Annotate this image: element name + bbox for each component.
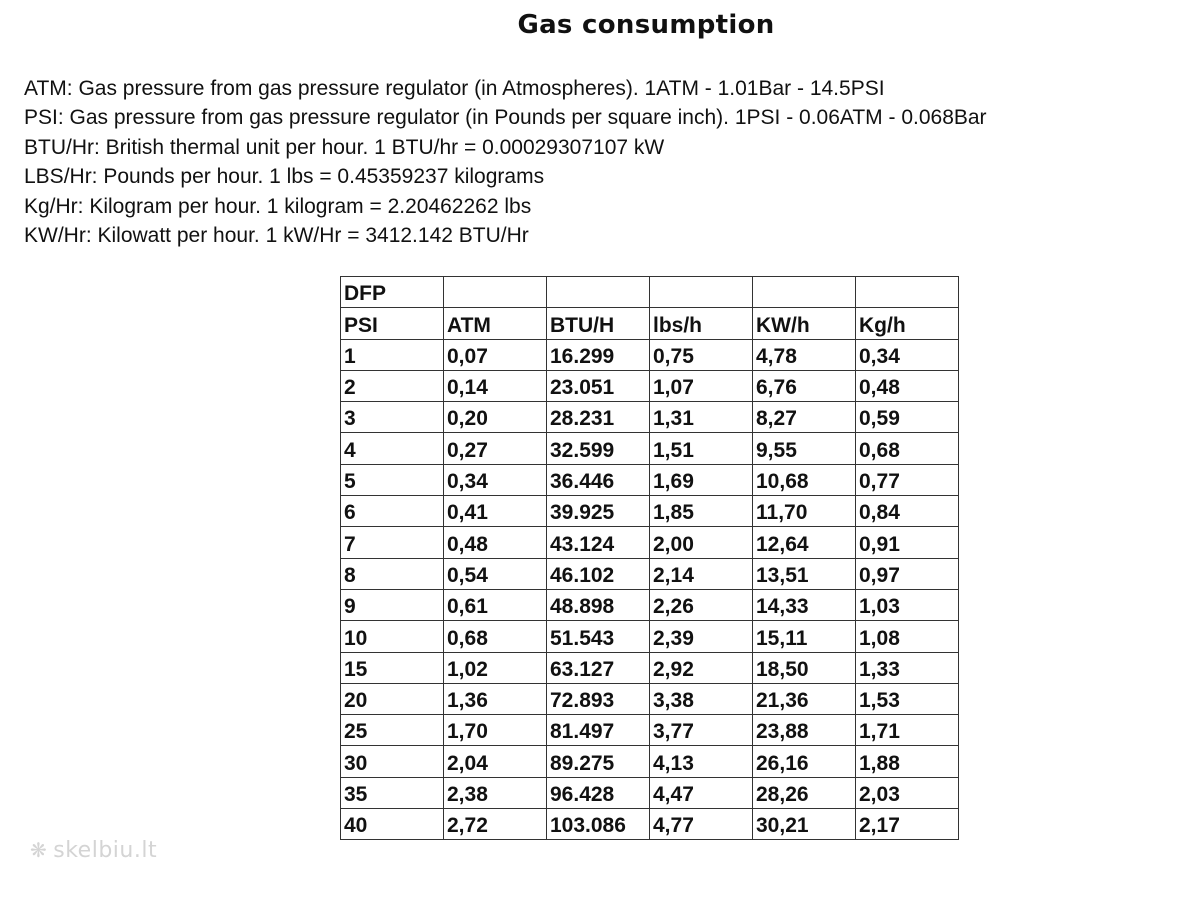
- table-cell-btu: 103.086: [547, 809, 650, 840]
- table-cell-kg: 1,03: [856, 589, 959, 620]
- table-cell-btu: 89.275: [547, 746, 650, 777]
- table-cell-kw: 28,26: [753, 777, 856, 808]
- table-cell-psi: 1: [341, 339, 444, 370]
- table-cell-kw: 13,51: [753, 558, 856, 589]
- table-row: [341, 339, 959, 370]
- table-cell-psi: 30: [341, 746, 444, 777]
- table-cell-lbs: 1,85: [650, 496, 753, 527]
- table-cell-psi: 6: [341, 496, 444, 527]
- table-cell-atm: 0,27: [444, 433, 547, 464]
- table-cell-atm: 0,41: [444, 496, 547, 527]
- table-cell-atm: [444, 277, 547, 308]
- table-cell-lbs: lbs/h: [650, 308, 753, 339]
- table-cell-lbs: 0,75: [650, 339, 753, 370]
- table-cell-lbs: 2,14: [650, 558, 753, 589]
- table-cell-kg: Kg/h: [856, 308, 959, 339]
- table-cell-psi: 2: [341, 370, 444, 401]
- table-cell-kg: 0,59: [856, 402, 959, 433]
- table-row: [341, 715, 959, 746]
- table-cell-btu: 96.428: [547, 777, 650, 808]
- table-row: [341, 527, 959, 558]
- snowflake-logo-icon: ❋: [30, 838, 48, 862]
- table-cell-kg: 0,84: [856, 496, 959, 527]
- gas-consumption-table-container: [340, 276, 959, 840]
- table-cell-lbs: 2,92: [650, 652, 753, 683]
- table-cell-kw: 26,16: [753, 746, 856, 777]
- table-cell-kw: 11,70: [753, 496, 856, 527]
- watermark: [30, 838, 157, 863]
- table-cell-btu: 39.925: [547, 496, 650, 527]
- unit-definitions-list: [24, 74, 1194, 250]
- table-cell-btu: BTU/H: [547, 308, 650, 339]
- table-cell-btu: 36.446: [547, 464, 650, 495]
- table-cell-kg: 0,68: [856, 433, 959, 464]
- definition-psi: PSI: Gas pressure from gas pressure regulator (in Pounds per square inch). 1PSI - 0.06ATM - 0.068Bar: [24, 106, 987, 130]
- table-cell-psi: 3: [341, 402, 444, 433]
- table-cell-atm: ATM: [444, 308, 547, 339]
- table-cell-kw: 21,36: [753, 683, 856, 714]
- table-row: [341, 652, 959, 683]
- table-cell-btu: 43.124: [547, 527, 650, 558]
- table-cell-btu: 63.127: [547, 652, 650, 683]
- table-cell-btu: 72.893: [547, 683, 650, 714]
- table-cell-btu: 51.543: [547, 621, 650, 652]
- table-row: [341, 683, 959, 714]
- table-cell-kw: 23,88: [753, 715, 856, 746]
- table-cell-kw: [753, 277, 856, 308]
- table-cell-lbs: 2,26: [650, 589, 753, 620]
- definition-btu: BTU/Hr: British thermal unit per hour. 1 BTU/hr = 0.00029307107 kW: [24, 135, 665, 159]
- watermark-text: skelbiu.lt: [53, 838, 158, 863]
- table-cell-psi: 20: [341, 683, 444, 714]
- table-cell-psi: DFP: [341, 277, 444, 308]
- table-body: [341, 277, 959, 840]
- table-cell-kg: 0,97: [856, 558, 959, 589]
- table-cell-kw: 10,68: [753, 464, 856, 495]
- table-cell-kg: 0,77: [856, 464, 959, 495]
- table-cell-lbs: 1,31: [650, 402, 753, 433]
- table-cell-atm: 2,72: [444, 809, 547, 840]
- table-cell-kg: 1,08: [856, 621, 959, 652]
- table-row: [341, 589, 959, 620]
- table-cell-psi: 25: [341, 715, 444, 746]
- table-cell-btu: 81.497: [547, 715, 650, 746]
- table-cell-lbs: 3,38: [650, 683, 753, 714]
- table-header-row: [341, 308, 959, 339]
- table-cell-btu: 28.231: [547, 402, 650, 433]
- table-cell-kg: 0,48: [856, 370, 959, 401]
- table-cell-psi: 8: [341, 558, 444, 589]
- table-cell-kw: KW/h: [753, 308, 856, 339]
- table-row: [341, 496, 959, 527]
- table-cell-kw: 9,55: [753, 433, 856, 464]
- table-cell-atm: 1,36: [444, 683, 547, 714]
- table-cell-atm: 1,02: [444, 652, 547, 683]
- table-cell-lbs: 1,69: [650, 464, 753, 495]
- table-cell-kg: 0,34: [856, 339, 959, 370]
- table-cell-psi: 35: [341, 777, 444, 808]
- table-row: [341, 558, 959, 589]
- table-cell-btu: 48.898: [547, 589, 650, 620]
- table-cell-psi: 10: [341, 621, 444, 652]
- table-cell-psi: PSI: [341, 308, 444, 339]
- table-cell-atm: 2,04: [444, 746, 547, 777]
- table-cell-btu: [547, 277, 650, 308]
- table-cell-btu: 23.051: [547, 370, 650, 401]
- table-cell-kg: 2,03: [856, 777, 959, 808]
- table-cell-kg: 0,91: [856, 527, 959, 558]
- table-cell-psi: 4: [341, 433, 444, 464]
- table-cell-btu: 46.102: [547, 558, 650, 589]
- table-cell-lbs: [650, 277, 753, 308]
- table-cell-lbs: 3,77: [650, 715, 753, 746]
- table-cell-kw: 30,21: [753, 809, 856, 840]
- table-cell-atm: 0,34: [444, 464, 547, 495]
- definition-lbs: LBS/Hr: Pounds per hour. 1 lbs = 0.45359237 kilograms: [24, 165, 545, 189]
- table-cell-lbs: 2,39: [650, 621, 753, 652]
- table-cell-kw: 15,11: [753, 621, 856, 652]
- table-cell-atm: 0,07: [444, 339, 547, 370]
- table-cell-kw: 12,64: [753, 527, 856, 558]
- table-cell-psi: 5: [341, 464, 444, 495]
- table-cell-psi: 15: [341, 652, 444, 683]
- table-cell-kw: 18,50: [753, 652, 856, 683]
- definition-atm: ATM: Gas pressure from gas pressure regulator (in Atmospheres). 1ATM - 1.01Bar - 14.5PSI: [24, 77, 885, 100]
- table-cell-kg: 1,53: [856, 683, 959, 714]
- table-cell-psi: 9: [341, 589, 444, 620]
- table-cell-atm: 1,70: [444, 715, 547, 746]
- table-cell-kw: 4,78: [753, 339, 856, 370]
- table-cell-lbs: 2,00: [650, 527, 753, 558]
- table-label-row: [341, 277, 959, 308]
- table-cell-kg: 1,71: [856, 715, 959, 746]
- table-row: [341, 402, 959, 433]
- table-cell-kg: 1,88: [856, 746, 959, 777]
- table-cell-kw: 8,27: [753, 402, 856, 433]
- table-row: [341, 621, 959, 652]
- table-cell-atm: 0,61: [444, 589, 547, 620]
- table-row: [341, 777, 959, 808]
- table-row: [341, 370, 959, 401]
- page-title: Gas consumption: [517, 10, 775, 40]
- table-cell-lbs: 4,77: [650, 809, 753, 840]
- table-cell-kg: 1,33: [856, 652, 959, 683]
- table-cell-btu: 32.599: [547, 433, 650, 464]
- table-cell-kg: 2,17: [856, 809, 959, 840]
- table-cell-atm: 0,20: [444, 402, 547, 433]
- table-cell-lbs: 1,51: [650, 433, 753, 464]
- table-cell-kw: 14,33: [753, 589, 856, 620]
- table-cell-psi: 40: [341, 809, 444, 840]
- table-row: [341, 433, 959, 464]
- table-cell-atm: 0,48: [444, 527, 547, 558]
- table-cell-kw: 6,76: [753, 370, 856, 401]
- table-cell-lbs: 1,07: [650, 370, 753, 401]
- table-cell-psi: 7: [341, 527, 444, 558]
- gas-consumption-table: [340, 276, 959, 840]
- table-cell-atm: 0,54: [444, 558, 547, 589]
- table-row: [341, 746, 959, 777]
- definition-kg: Kg/Hr: Kilogram per hour. 1 kilogram = 2.20462262 lbs: [24, 194, 532, 218]
- table-cell-lbs: 4,47: [650, 777, 753, 808]
- definition-kw: KW/Hr: Kilowatt per hour. 1 kW/Hr = 3412.142 BTU/Hr: [24, 224, 529, 248]
- table-cell-atm: 0,68: [444, 621, 547, 652]
- table-cell-btu: 16.299: [547, 339, 650, 370]
- table-cell-atm: 2,38: [444, 777, 547, 808]
- table-cell-atm: 0,14: [444, 370, 547, 401]
- table-row: [341, 809, 959, 840]
- table-cell-kg: [856, 277, 959, 308]
- table-row: [341, 464, 959, 495]
- table-cell-lbs: 4,13: [650, 746, 753, 777]
